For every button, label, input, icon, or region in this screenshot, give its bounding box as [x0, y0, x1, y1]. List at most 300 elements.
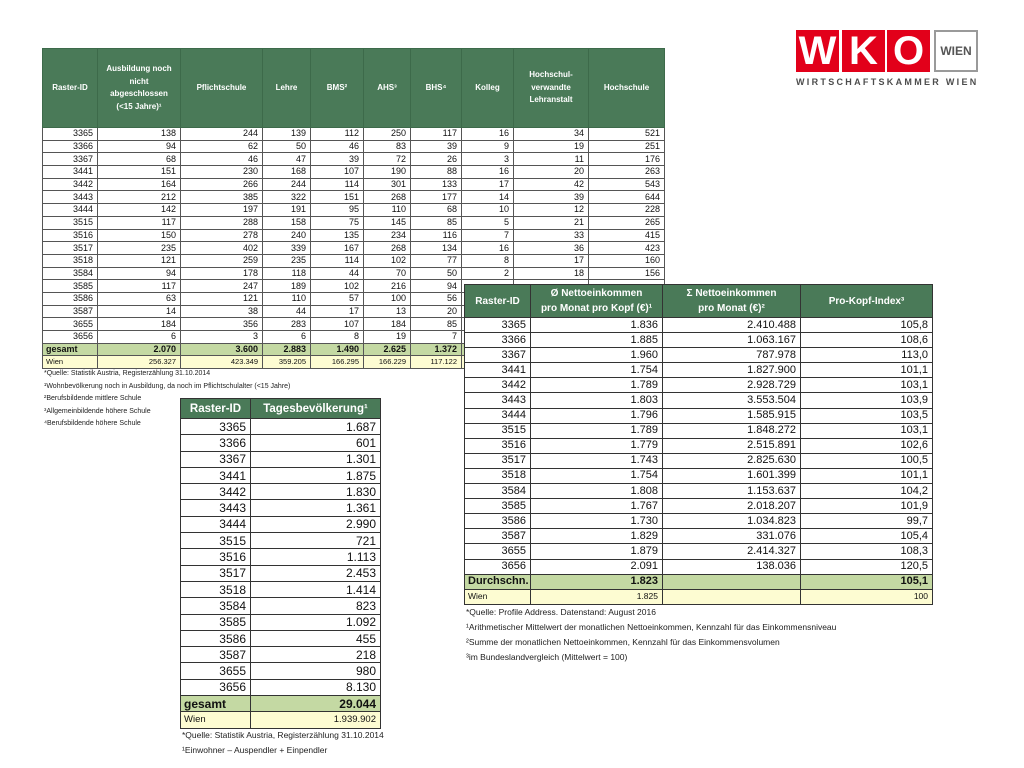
education-cell-value: 110 — [263, 292, 311, 305]
education-cell-value: 121 — [98, 254, 181, 267]
net-income-cell-value: 105,8 — [801, 318, 933, 333]
day-population-wien-row — [181, 712, 381, 728]
education-cell-value: 644 — [589, 191, 665, 204]
net-income-table-row — [465, 423, 933, 438]
day-population-table-row — [181, 549, 381, 565]
net-income-cell-value: 787.978 — [663, 348, 801, 363]
net-income-table-row — [465, 468, 933, 483]
logo-tagline: WIRTSCHAFTSKAMMER WIEN — [796, 77, 979, 87]
education-cell-value: 117.122 — [411, 356, 462, 369]
education-table-row — [43, 267, 665, 280]
education-cell-value: 1.490 — [311, 343, 364, 356]
day-population-cell-value: 218 — [251, 647, 381, 663]
net-income-cell-value: 1.585.915 — [663, 408, 801, 423]
net-income-cell-value: 2.091 — [531, 559, 663, 574]
net-income-row-label: 3656 — [465, 559, 531, 574]
net-income-row-label: 3366 — [465, 333, 531, 348]
day-population-row-label: Wien — [181, 712, 251, 728]
net-income-cell-value: 1.823 — [531, 574, 663, 589]
education-cell-value: 17 — [462, 178, 514, 191]
education-column-header: Hochschule — [589, 49, 665, 128]
day-population-row-label: 3585 — [181, 614, 251, 630]
net-income-cell-value: 104,2 — [801, 484, 933, 499]
day-population-row-label: 3367 — [181, 451, 251, 467]
footnote: ¹Einwohner – Auspendler + Einpendler — [182, 745, 328, 755]
net-income-column-header: Σ Nettoeinkommen pro Monat (€)² — [663, 285, 801, 318]
net-income-cell-value: 103,9 — [801, 393, 933, 408]
day-population-row-label: gesamt — [181, 696, 251, 712]
education-cell-value: 160 — [589, 254, 665, 267]
education-cell-value: 166.229 — [364, 356, 411, 369]
education-cell-value: 7 — [462, 229, 514, 242]
wko-wien-logo — [796, 30, 979, 90]
education-row-label: 3518 — [43, 254, 98, 267]
education-cell-value: 102 — [364, 254, 411, 267]
net-income-cell-value: 1.808 — [531, 484, 663, 499]
education-cell-value: 184 — [364, 318, 411, 331]
education-cell-value: 278 — [181, 229, 263, 242]
net-income-cell-value: 1.789 — [531, 423, 663, 438]
education-row-label: 3587 — [43, 305, 98, 318]
education-cell-value: 21 — [514, 216, 589, 229]
education-cell-value: 356 — [181, 318, 263, 331]
education-table-row — [43, 153, 665, 166]
net-income-cell-value — [663, 589, 801, 604]
education-cell-value: 177 — [411, 191, 462, 204]
day-population-table-row — [181, 565, 381, 581]
education-cell-value: 16 — [462, 242, 514, 255]
net-income-cell-value: 2.515.891 — [663, 438, 801, 453]
education-column-header: Hochschul- verwandte Lehranstalt — [514, 49, 589, 128]
education-cell-value: 543 — [589, 178, 665, 191]
education-cell-value: 251 — [589, 140, 665, 153]
education-cell-value: 164 — [98, 178, 181, 191]
net-income-table-row — [465, 318, 933, 333]
net-income-cell-value: 120,5 — [801, 559, 933, 574]
education-cell-value: 2.883 — [263, 343, 311, 356]
day-population-cell-value: 980 — [251, 663, 381, 679]
day-population-row-label: 3655 — [181, 663, 251, 679]
net-income-cell-value: 1.730 — [531, 514, 663, 529]
footnote: *Quelle: Statistik Austria, Registerzählung 31.10.2014 — [44, 370, 211, 377]
education-cell-value: 20 — [411, 305, 462, 318]
net-income-cell-value: 1.829 — [531, 529, 663, 544]
net-income-wien-row — [465, 589, 933, 604]
net-income-table-row — [465, 438, 933, 453]
day-population-cell-value: 1.361 — [251, 500, 381, 516]
education-cell-value: 8 — [311, 331, 364, 344]
footnote: ⁴Berufsbildende höhere Schule — [44, 420, 141, 428]
education-cell-value: 110 — [364, 204, 411, 217]
education-cell-value: 216 — [364, 280, 411, 293]
net-income-cell-value: 1.803 — [531, 393, 663, 408]
education-cell-value: 117 — [98, 280, 181, 293]
education-cell-value: 158 — [263, 216, 311, 229]
education-cell-value: 2.625 — [364, 343, 411, 356]
education-cell-value: 135 — [311, 229, 364, 242]
education-cell-value: 112 — [311, 128, 364, 141]
education-row-label: 3444 — [43, 204, 98, 217]
footnote: ³im Bundeslandvergleich (Mittelwert = 100) — [466, 652, 628, 662]
net-income-table-row — [465, 544, 933, 559]
education-cell-value: 190 — [364, 166, 411, 179]
day-population-row-label: 3365 — [181, 419, 251, 435]
net-income-row-label: 3518 — [465, 468, 531, 483]
education-cell-value: 114 — [311, 254, 364, 267]
day-population-cell-value: 2.990 — [251, 516, 381, 532]
education-cell-value: 75 — [311, 216, 364, 229]
day-population-header-row — [181, 399, 381, 419]
education-cell-value: 38 — [181, 305, 263, 318]
education-cell-value: 26 — [411, 153, 462, 166]
net-income-cell-value: 3.553.504 — [663, 393, 801, 408]
education-cell-value: 70 — [364, 267, 411, 280]
day-population-table-body — [181, 419, 381, 729]
net-income-cell-value: 1.879 — [531, 544, 663, 559]
education-cell-value: 116 — [411, 229, 462, 242]
net-income-cell-value: 108,6 — [801, 333, 933, 348]
footnote: *Quelle: Profile Address. Datenstand: August 2016 — [466, 607, 656, 617]
net-income-table-row — [465, 408, 933, 423]
net-income-cell-value: 101,1 — [801, 468, 933, 483]
day-population-row-label: 3441 — [181, 467, 251, 483]
education-cell-value: 3 — [462, 153, 514, 166]
net-income-cell-value: 99,7 — [801, 514, 933, 529]
education-cell-value: 3.600 — [181, 343, 263, 356]
education-cell-value: 259 — [181, 254, 263, 267]
education-cell-value: 62 — [181, 140, 263, 153]
education-cell-value: 133 — [411, 178, 462, 191]
education-cell-value: 39 — [514, 191, 589, 204]
net-income-cell-value: 103,5 — [801, 408, 933, 423]
net-income-row-label: 3517 — [465, 453, 531, 468]
day-population-cell-value: 1.414 — [251, 581, 381, 597]
day-population-table-row — [181, 516, 381, 532]
net-income-cell-value — [663, 574, 801, 589]
day-population-row-label: 3656 — [181, 679, 251, 695]
net-income-cell-value: 1.767 — [531, 499, 663, 514]
footnote: ²Berufsbildende mittlere Schule — [44, 395, 142, 403]
net-income-table-body — [465, 318, 933, 605]
day-population-cell-value: 1.301 — [251, 451, 381, 467]
education-cell-value: 56 — [411, 292, 462, 305]
education-cell-value: 240 — [263, 229, 311, 242]
education-cell-value: 235 — [263, 254, 311, 267]
net-income-cell-value: 1.827.900 — [663, 363, 801, 378]
education-cell-value: 118 — [263, 267, 311, 280]
day-population-row-label: 3443 — [181, 500, 251, 516]
education-cell-value: 14 — [462, 191, 514, 204]
day-population-row-label: 3584 — [181, 598, 251, 614]
net-income-table-row — [465, 514, 933, 529]
education-cell-value: 166.295 — [311, 356, 364, 369]
education-cell-value: 68 — [411, 204, 462, 217]
education-cell-value: 107 — [311, 166, 364, 179]
net-income-row-label: 3365 — [465, 318, 531, 333]
day-population-table — [180, 398, 381, 729]
net-income-row-label: 3587 — [465, 529, 531, 544]
footnote: ²Summe der monatlichen Nettoeinkommen, Kennzahl für das Einkommensvolumen — [466, 637, 780, 647]
day-population-cell-value: 823 — [251, 598, 381, 614]
net-income-row-label: Wien — [465, 589, 531, 604]
education-cell-value: 19 — [364, 331, 411, 344]
education-cell-value: 250 — [364, 128, 411, 141]
education-cell-value: 6 — [98, 331, 181, 344]
footnote: ³Allgemeinbildende höhere Schule — [44, 407, 151, 415]
education-cell-value: 12 — [514, 204, 589, 217]
education-cell-value: 228 — [589, 204, 665, 217]
net-income-row-label: 3367 — [465, 348, 531, 363]
education-cell-value: 9 — [462, 140, 514, 153]
net-income-row-label: 3444 — [465, 408, 531, 423]
day-population-table-row — [181, 484, 381, 500]
education-cell-value: 20 — [514, 166, 589, 179]
net-income-cell-value: 1.796 — [531, 408, 663, 423]
net-income-cell-value: 103,1 — [801, 423, 933, 438]
net-income-table-row — [465, 559, 933, 574]
logo-letter-o: O — [887, 30, 930, 72]
net-income-table-row — [465, 363, 933, 378]
education-cell-value: 385 — [181, 191, 263, 204]
education-cell-value: 268 — [364, 191, 411, 204]
net-income-cell-value: 1.789 — [531, 378, 663, 393]
day-population-cell-value: 1.687 — [251, 419, 381, 435]
education-table-row — [43, 254, 665, 267]
net-income-column-header: Raster-ID — [465, 285, 531, 318]
education-cell-value: 46 — [311, 140, 364, 153]
day-population-cell-value: 1.092 — [251, 614, 381, 630]
education-cell-value: 151 — [98, 166, 181, 179]
logo-region-label: WIEN — [934, 30, 978, 72]
education-cell-value: 34 — [514, 128, 589, 141]
day-population-row-label: 3516 — [181, 549, 251, 565]
education-cell-value: 7 — [411, 331, 462, 344]
education-cell-value: 18 — [514, 267, 589, 280]
net-income-cell-value: 103,1 — [801, 378, 933, 393]
net-income-cell-value: 102,6 — [801, 438, 933, 453]
net-income-row-label: 3586 — [465, 514, 531, 529]
education-cell-value: 266 — [181, 178, 263, 191]
education-cell-value: 142 — [98, 204, 181, 217]
education-cell-value: 1.372 — [411, 343, 462, 356]
net-income-cell-value: 1.825 — [531, 589, 663, 604]
net-income-row-label: 3584 — [465, 484, 531, 499]
education-cell-value: 33 — [514, 229, 589, 242]
education-cell-value: 139 — [263, 128, 311, 141]
day-population-table-row — [181, 435, 381, 451]
education-cell-value: 88 — [411, 166, 462, 179]
education-cell-value: 3 — [181, 331, 263, 344]
education-cell-value: 244 — [263, 178, 311, 191]
net-income-cell-value: 100,5 — [801, 453, 933, 468]
education-cell-value: 72 — [364, 153, 411, 166]
education-table-row — [43, 128, 665, 141]
education-row-label: 3655 — [43, 318, 98, 331]
day-population-cell-value: 1.939.902 — [251, 712, 381, 728]
education-row-label: 3585 — [43, 280, 98, 293]
education-cell-value: 16 — [462, 128, 514, 141]
education-cell-value: 36 — [514, 242, 589, 255]
net-income-cell-value: 2.414.327 — [663, 544, 801, 559]
education-cell-value: 68 — [98, 153, 181, 166]
education-cell-value: 94 — [98, 267, 181, 280]
net-income-cell-value: 101,1 — [801, 363, 933, 378]
net-income-cell-value: 138.036 — [663, 559, 801, 574]
education-table-row — [43, 204, 665, 217]
education-table-row — [43, 166, 665, 179]
education-cell-value: 8 — [462, 254, 514, 267]
education-cell-value: 102 — [311, 280, 364, 293]
education-row-label: 3656 — [43, 331, 98, 344]
education-cell-value: 85 — [411, 318, 462, 331]
net-income-cell-value: 1.063.167 — [663, 333, 801, 348]
education-cell-value: 5 — [462, 216, 514, 229]
education-row-label: Wien — [43, 356, 98, 369]
education-cell-value: 42 — [514, 178, 589, 191]
education-cell-value: 178 — [181, 267, 263, 280]
net-income-cell-value: 108,3 — [801, 544, 933, 559]
education-column-header: Raster-ID — [43, 49, 98, 128]
net-income-cell-value: 1.885 — [531, 333, 663, 348]
education-cell-value: 423.349 — [181, 356, 263, 369]
day-population-row-label: 3517 — [181, 565, 251, 581]
day-population-table-row — [181, 419, 381, 435]
education-column-header: Pflichtschule — [181, 49, 263, 128]
net-income-cell-value: 1.743 — [531, 453, 663, 468]
education-cell-value: 247 — [181, 280, 263, 293]
education-cell-value: 288 — [181, 216, 263, 229]
day-population-cell-value: 8.130 — [251, 679, 381, 695]
education-cell-value: 197 — [181, 204, 263, 217]
education-cell-value: 77 — [411, 254, 462, 267]
education-cell-value: 44 — [263, 305, 311, 318]
day-population-row-label: 3442 — [181, 484, 251, 500]
education-cell-value: 230 — [181, 166, 263, 179]
net-income-row-label: 3585 — [465, 499, 531, 514]
net-income-row-label: 3655 — [465, 544, 531, 559]
day-population-cell-value: 1.830 — [251, 484, 381, 500]
education-cell-value: 2.070 — [98, 343, 181, 356]
education-cell-value: 263 — [589, 166, 665, 179]
education-column-header: Kolleg — [462, 49, 514, 128]
education-cell-value: 244 — [181, 128, 263, 141]
education-cell-value: 121 — [181, 292, 263, 305]
day-population-table-row — [181, 451, 381, 467]
net-income-cell-value: 1.960 — [531, 348, 663, 363]
education-cell-value: 2 — [462, 267, 514, 280]
logo-letter-k: K — [842, 30, 885, 72]
education-column-header: Lehre — [263, 49, 311, 128]
education-cell-value: 6 — [263, 331, 311, 344]
net-income-cell-value: 105,1 — [801, 574, 933, 589]
education-cell-value: 17 — [311, 305, 364, 318]
day-population-row-label: 3366 — [181, 435, 251, 451]
education-cell-value: 268 — [364, 242, 411, 255]
day-population-row-label: 3586 — [181, 630, 251, 646]
education-row-label: 3515 — [43, 216, 98, 229]
education-column-header: Ausbildung noch nicht abgeschlossen (<15 Jahre)¹ — [98, 49, 181, 128]
education-cell-value: 184 — [98, 318, 181, 331]
education-cell-value: 359.205 — [263, 356, 311, 369]
net-income-row-label: 3441 — [465, 363, 531, 378]
day-population-cell-value: 455 — [251, 630, 381, 646]
net-income-table-row — [465, 484, 933, 499]
net-income-row-label: 3516 — [465, 438, 531, 453]
education-cell-value: 339 — [263, 242, 311, 255]
education-cell-value: 95 — [311, 204, 364, 217]
education-row-label: 3586 — [43, 292, 98, 305]
day-population-table-footnotes — [182, 728, 384, 758]
net-income-table-row — [465, 348, 933, 363]
net-income-row-label: 3442 — [465, 378, 531, 393]
day-population-row-label: 3444 — [181, 516, 251, 532]
footnote: *Quelle: Statistik Austria, Registerzählung 31.10.2014 — [182, 730, 384, 740]
education-column-header: BMS² — [311, 49, 364, 128]
education-cell-value: 11 — [514, 153, 589, 166]
day-population-table-row — [181, 647, 381, 663]
education-cell-value: 191 — [263, 204, 311, 217]
education-cell-value: 94 — [411, 280, 462, 293]
net-income-cell-value: 1.034.823 — [663, 514, 801, 529]
day-population-table-row — [181, 533, 381, 549]
day-population-total-row — [181, 696, 381, 712]
education-cell-value: 57 — [311, 292, 364, 305]
net-income-table-row — [465, 499, 933, 514]
education-cell-value: 39 — [311, 153, 364, 166]
day-population-table-row — [181, 598, 381, 614]
day-population-cell-value: 1.113 — [251, 549, 381, 565]
day-population-table-row — [181, 467, 381, 483]
education-cell-value: 156 — [589, 267, 665, 280]
education-table-row — [43, 229, 665, 242]
education-cell-value: 44 — [311, 267, 364, 280]
education-cell-value: 150 — [98, 229, 181, 242]
day-population-cell-value: 721 — [251, 533, 381, 549]
footnote: ¹Arithmetischer Mittelwert der monatlichen Nettoeinkommen, Kennzahl für das Einkommensniveau — [466, 622, 837, 632]
education-cell-value: 13 — [364, 305, 411, 318]
net-income-table-row — [465, 393, 933, 408]
day-population-cell-value: 601 — [251, 435, 381, 451]
education-cell-value: 50 — [263, 140, 311, 153]
day-population-cell-value: 29.044 — [251, 696, 381, 712]
education-cell-value: 94 — [98, 140, 181, 153]
education-column-header: BHS⁴ — [411, 49, 462, 128]
net-income-cell-value: 100 — [801, 589, 933, 604]
education-cell-value: 167 — [311, 242, 364, 255]
education-table-row — [43, 242, 665, 255]
day-population-table-row — [181, 500, 381, 516]
education-cell-value: 212 — [98, 191, 181, 204]
net-income-table-footnotes — [466, 605, 836, 665]
education-row-label: 3442 — [43, 178, 98, 191]
education-column-header: AHS³ — [364, 49, 411, 128]
net-income-total-row — [465, 574, 933, 589]
logo-letter-w: W — [796, 30, 839, 72]
education-row-label: 3366 — [43, 140, 98, 153]
education-cell-value: 423 — [589, 242, 665, 255]
education-cell-value: 176 — [589, 153, 665, 166]
net-income-table-row — [465, 529, 933, 544]
education-cell-value: 145 — [364, 216, 411, 229]
education-table-row — [43, 178, 665, 191]
net-income-cell-value: 1.754 — [531, 363, 663, 378]
education-cell-value: 14 — [98, 305, 181, 318]
education-cell-value: 107 — [311, 318, 364, 331]
day-population-table-row — [181, 630, 381, 646]
education-cell-value: 235 — [98, 242, 181, 255]
net-income-table-header — [465, 285, 933, 318]
net-income-cell-value: 2.410.488 — [663, 318, 801, 333]
